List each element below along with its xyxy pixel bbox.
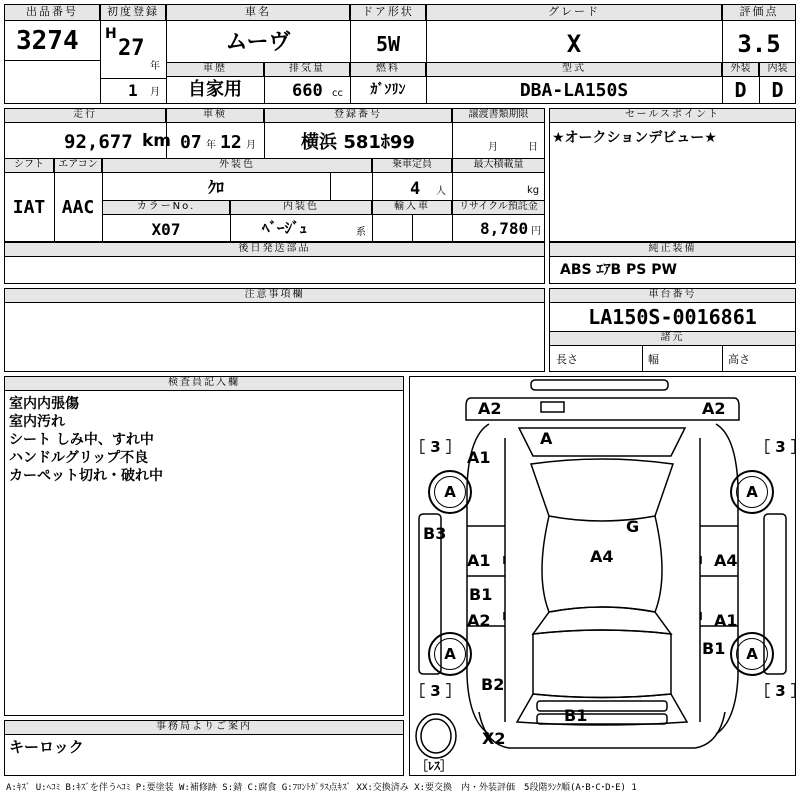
recycle-value: 8,780 (480, 219, 529, 238)
exterior-label: 外装 (722, 62, 759, 77)
shift-value: IAT (12, 197, 46, 218)
specs-label: 諸元 (549, 331, 796, 346)
inspector-note: カーペット切れ・破れ中 (9, 468, 163, 484)
displacement-unit: cc (332, 88, 343, 99)
inspector-notes (9, 395, 163, 485)
length-label: 長さ (556, 353, 578, 366)
mileage-unit: km (142, 131, 172, 151)
color-no-label: カラーNo. (102, 200, 230, 215)
ac-label: エアコン (54, 158, 102, 173)
inspection-label: 車検 (166, 108, 264, 123)
interior-color-label: 内装色 (230, 200, 372, 215)
history-label: 車歴 (166, 62, 264, 77)
dmg-front-bottom: X2 (482, 729, 506, 748)
grade-value: X (566, 30, 582, 58)
sales-label: セールスポイント (549, 108, 796, 123)
displacement-value: 660 (292, 81, 323, 101)
inspection-year: 07 (180, 132, 202, 153)
ac-value: AAC (61, 197, 95, 218)
history-value: 自家用 (188, 79, 242, 100)
dmg-fender-right: B1 (702, 639, 726, 658)
exterior-grade: D (734, 78, 747, 102)
inspector-note: 室内内張傷 (9, 396, 79, 412)
grade-label: グレード (426, 4, 722, 21)
dmg-front-door-left-a: A2 (467, 611, 491, 630)
first-reg-label: 初度登録 (100, 4, 166, 21)
chassis-number: LA150S-0016861 (588, 305, 757, 329)
capacity-label: 乗車定員 (372, 158, 452, 173)
car-name: ムーヴ (225, 30, 291, 55)
reg-month-unit: 月 (150, 87, 160, 98)
plate-label: 登録番号 (264, 108, 452, 123)
reg-year-unit: 年 (150, 61, 160, 72)
recycle-unit: 円 (531, 226, 541, 237)
inspector-label: 検査員記入欄 (4, 376, 404, 391)
color-no-value: X07 (151, 220, 181, 239)
model-label: 型式 (426, 62, 722, 77)
dmg-rear-left: A2 (478, 399, 502, 418)
interior-label: 内装 (759, 62, 796, 77)
transfer-month-unit: 月 (488, 142, 498, 153)
model-value: DBA-LA150S (519, 80, 629, 101)
score-value: 3.5 (737, 30, 781, 58)
door-label: ドア形状 (350, 4, 426, 21)
caution-label: 注意事項欄 (4, 288, 545, 303)
transfer-day-unit: 日 (528, 142, 538, 153)
color-value: ｸﾛ (207, 178, 224, 197)
car-name-label: 車名 (166, 4, 350, 21)
dmg-rear-glass: A (540, 429, 553, 448)
wheel-front-right: A (730, 632, 774, 676)
tire-bl: ［ 3 ］ (410, 682, 461, 700)
reg-year: 27 (118, 36, 145, 61)
spare-tire-label: ［ﾚｽ］ (416, 759, 453, 773)
door-value: 5W (375, 32, 401, 56)
wheel-front-left: A (428, 632, 472, 676)
load-unit: kg (527, 185, 540, 196)
reg-month: 1 (128, 81, 138, 100)
dmg-rear-door-left: A1 (467, 551, 491, 570)
inspector-note: 室内汚れ (9, 414, 65, 430)
chassis-label: 車台番号 (549, 288, 796, 303)
tire-tl: ［ 3 ］ (410, 438, 461, 456)
dmg-fender-left: B2 (481, 675, 505, 694)
sales-text: ★オークションデビュー★ (552, 130, 717, 146)
footer-legend: A:ｷｽﾞ U:ﾍｺﾐ B:ｷｽﾞを伴うﾍｺﾐ P:要塗装 W:補修跡 S:錆 C:腐食 G:ﾌﾛﾝﾄｶﾞﾗｽ点ｷｽﾞ XX:交換済み X:要交換 内・外装評価 5段階ﾗﾝｸ順(A･B･C･D･E) 1 (6, 783, 637, 793)
tire-tr: ［ 3 ］ (755, 438, 806, 456)
inspection-month: 12 (220, 132, 242, 153)
dmg-front-bumper: B1 (564, 706, 588, 725)
wheel-rear-left: A (428, 470, 472, 514)
office-text: キーロック (9, 738, 84, 756)
plate-value: 横浜 581ﾎ99 (301, 132, 415, 153)
dmg-quarter-left: A1 (467, 448, 491, 467)
equipment-text: ABS ｴｱB PS PW (560, 262, 677, 278)
load-label: 最大積載量 (452, 158, 545, 173)
inspector-note: シート しみ中、すれ中 (9, 432, 154, 448)
fuel-value: ｶﾞｿﾘﾝ (370, 82, 406, 98)
dmg-front-door-right: A1 (714, 611, 738, 630)
interior-color-value: ﾍﾞｰｼﾞｭ (262, 219, 308, 237)
color-label: 外装色 (102, 158, 372, 173)
interior-color-suffix: 系 (356, 227, 366, 238)
reg-era: H (105, 26, 117, 42)
wheel-rear-right: A (730, 470, 774, 514)
inspection-month-unit: 月 (246, 140, 256, 151)
lot-label: 出品番号 (4, 4, 100, 21)
dmg-roof-dent: A4 (590, 547, 614, 566)
car-outline (409, 376, 796, 776)
inspector-note: ハンドルグリップ不良 (9, 450, 149, 466)
lot-number: 3274 (16, 26, 79, 56)
office-label: 事務局よりご案内 (4, 720, 404, 735)
capacity-value: 4 (410, 179, 421, 199)
displacement-label: 排気量 (264, 62, 350, 77)
mileage-label: 走行 (4, 108, 166, 123)
import-label: 輸入車 (372, 200, 452, 215)
dmg-front-door-left-b: B1 (469, 585, 493, 604)
equipment-label: 純正装備 (549, 242, 796, 257)
shift-label: シフト (4, 158, 54, 173)
dmg-rear-door-right: A4 (714, 551, 738, 570)
interior-grade: D (771, 78, 784, 102)
width-label: 幅 (648, 353, 659, 366)
inspection-year-unit: 年 (206, 140, 216, 151)
later-parts-label: 後日発送部品 (4, 242, 545, 257)
sales-box (549, 108, 796, 242)
transfer-label: 譲渡書類期限 (452, 108, 545, 123)
height-label: 高さ (728, 353, 750, 366)
mileage-value: 92,677 (64, 131, 133, 153)
dmg-roof: G (626, 517, 640, 536)
score-label: 評価点 (722, 4, 796, 21)
dmg-side-left: B3 (423, 524, 447, 543)
capacity-unit: 人 (436, 186, 446, 197)
tire-br: ［ 3 ］ (755, 682, 806, 700)
fuel-label: 燃料 (350, 62, 426, 77)
recycle-label: リサイクル預託金 (452, 200, 545, 215)
dmg-rear-right: A2 (702, 399, 726, 418)
